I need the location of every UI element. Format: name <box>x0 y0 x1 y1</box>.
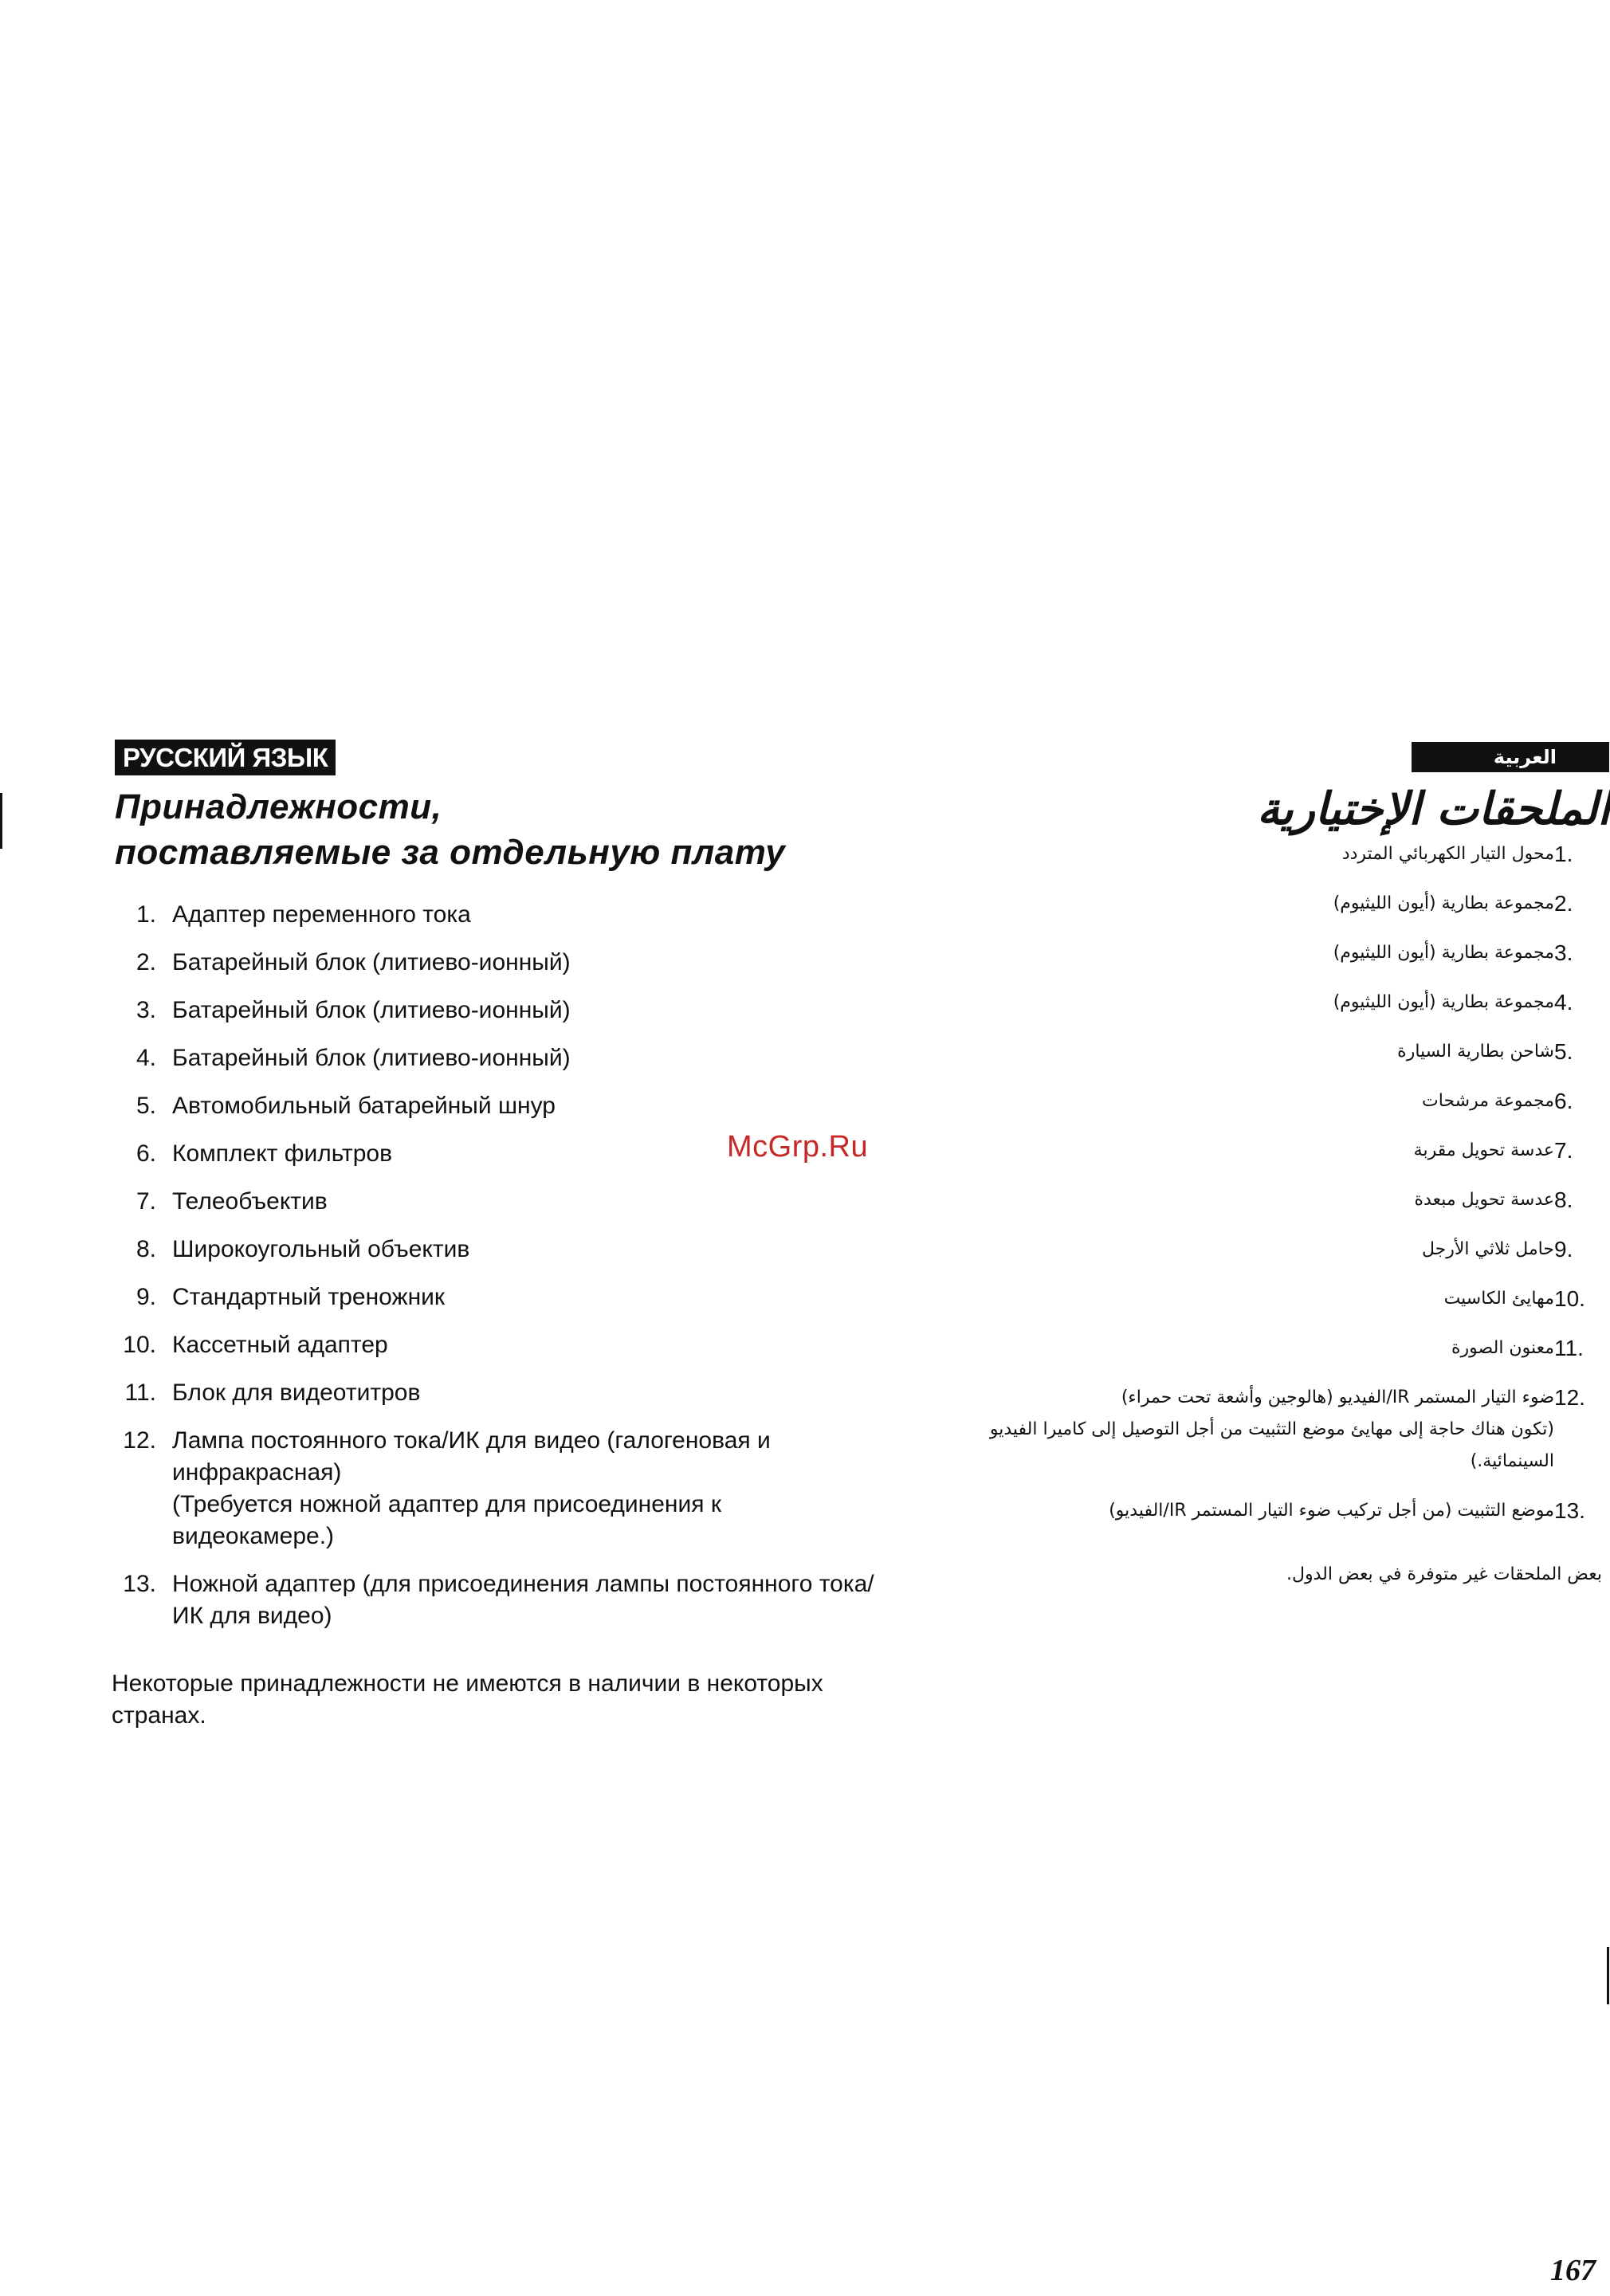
list-item <box>948 1085 1602 1117</box>
item-text: موضع التثبيت (من أجل تركيب ضوء التيار المستمر IR/الفيديو) <box>1109 1501 1554 1521</box>
list-item <box>948 1495 1602 1527</box>
item-number: 5. <box>1554 1039 1573 1064</box>
item-number: 4. <box>1554 990 1573 1015</box>
item-text: Батарейный блок (литиево-ионный) <box>172 949 571 975</box>
item-text: مجموعة بطارية (أيون الليثيوم) <box>1333 893 1554 913</box>
item-number: 10. <box>1554 1286 1585 1311</box>
item-text: Кассетный адаптер <box>172 1332 388 1358</box>
item-text: محول التيار الكهربائي المتردد <box>1341 844 1554 864</box>
section-title-russian <box>115 784 785 875</box>
binding-mark-left <box>0 793 2 849</box>
list-item <box>112 1425 877 1552</box>
item-text: Стандартный треножник <box>172 1284 446 1310</box>
item-number: 8. <box>1554 1187 1573 1212</box>
item-text: مجموعة بطارية (أيون الليثيوم) <box>1333 943 1554 963</box>
title-line-1: Принадлежности, <box>115 787 442 826</box>
list-item <box>948 1332 1602 1364</box>
item-number: 7. <box>135 1188 156 1215</box>
list-item <box>112 1042 877 1074</box>
item-text: عدسة تحويل مبعدة <box>1414 1190 1554 1210</box>
accessory-list-russian <box>112 899 877 1648</box>
watermark: McGrp.Ru <box>727 1130 869 1164</box>
list-item <box>112 1234 877 1266</box>
list-item <box>948 888 1602 920</box>
item-number: 3. <box>1554 940 1573 965</box>
list-item <box>948 1184 1602 1216</box>
item-text: Широкоугольный объектив <box>172 1236 470 1262</box>
list-item <box>948 1382 1602 1478</box>
list-item <box>948 1135 1602 1167</box>
item-number: 9. <box>1554 1237 1573 1262</box>
item-number: 12. <box>1554 1385 1585 1410</box>
list-item <box>112 1329 877 1361</box>
availability-note-russian: Некоторые принадлежности не имеются в наличии в некоторых странах. <box>112 1670 823 1729</box>
list-item <box>112 1186 877 1218</box>
item-text: عدسة تحويل مقربة <box>1413 1140 1554 1160</box>
item-number: 2. <box>135 949 156 975</box>
item-text: Батарейный блок (литиево-ионный) <box>172 1045 571 1071</box>
item-text: مهايئ الكاسيت <box>1443 1289 1554 1309</box>
item-number: 8. <box>135 1236 156 1262</box>
availability-note-arabic: بعض الملحقات غير متوفرة في بعض الدول. <box>1286 1564 1602 1584</box>
item-number: 9. <box>135 1284 156 1310</box>
item-text: مجموعة مرشحات <box>1422 1091 1554 1111</box>
language-label-russian: РУССКИЙ ЯЗЫК <box>115 740 336 775</box>
section-title-arabic: الملحقات الإختيارية <box>1257 783 1610 835</box>
item-number: 6. <box>1554 1089 1573 1113</box>
list-item <box>112 899 877 931</box>
title-line-2: поставляемые за отдельную плату <box>115 833 786 872</box>
list-item <box>112 1090 877 1122</box>
item-number: 13. <box>1554 1498 1585 1523</box>
list-item <box>948 937 1602 969</box>
item-text: مجموعة بطارية (أيون الليثيوم) <box>1333 992 1554 1012</box>
list-item <box>112 947 877 979</box>
item-text: Лампа постоянного тока/ИК для видео (галогеновая и инфракрасная) (Требуется ножной адаптер для присоединения к видеокамере.) <box>172 1427 771 1549</box>
item-number: 12. <box>123 1427 156 1454</box>
list-item <box>112 1568 877 1632</box>
item-number: 10. <box>123 1332 156 1358</box>
list-item <box>948 987 1602 1018</box>
item-number: 3. <box>135 997 156 1023</box>
item-number: 13. <box>123 1571 156 1597</box>
item-text: Телеобъектив <box>172 1188 328 1215</box>
list-item <box>948 1234 1602 1266</box>
item-number: 11. <box>124 1380 156 1406</box>
item-number: 4. <box>135 1045 156 1071</box>
list-item <box>112 1281 877 1313</box>
item-text: Блок для видеотитров <box>172 1380 421 1406</box>
item-text: Комплект фильтров <box>172 1140 393 1167</box>
language-label-arabic: العربية <box>1412 742 1609 772</box>
list-item <box>112 1377 877 1409</box>
item-number: 6. <box>135 1140 156 1167</box>
item-text: شاحن بطارية السيارة <box>1397 1042 1554 1062</box>
item-text: حامل ثلاثي الأرجل <box>1422 1239 1554 1259</box>
item-text: Адаптер переменного тока <box>172 901 471 928</box>
binding-mark-right <box>1607 1947 1609 2004</box>
list-item <box>948 838 1602 870</box>
item-number: 11. <box>1554 1336 1584 1360</box>
item-number: 5. <box>135 1093 156 1119</box>
item-text: Батарейный блок (литиево-ионный) <box>172 997 571 1023</box>
item-number: 1. <box>1554 842 1573 866</box>
item-number: 2. <box>1554 891 1573 916</box>
item-text: ضوء التيار المستمر IR/الفيديو (هالوجين وأشعة تحت حمراء) (تكون هناك حاجة إلى مهايئ موضع التثبيت من أجل التوصيل إلى كاميرا الفيديو السينمائية.) <box>989 1387 1554 1471</box>
item-text: Ножной адаптер (для присоединения лампы постоянного тока/ИК для видео) <box>172 1571 874 1629</box>
page-number: 167 <box>1550 2254 1596 2287</box>
item-text: Автомобильный батарейный шнур <box>172 1093 556 1119</box>
accessory-list-arabic <box>948 838 1602 1544</box>
list-item <box>948 1283 1602 1315</box>
item-number: 7. <box>1554 1138 1573 1163</box>
list-item <box>112 995 877 1026</box>
item-number: 1. <box>135 901 156 928</box>
list-item <box>948 1036 1602 1068</box>
item-text: معنون الصورة <box>1451 1338 1554 1358</box>
